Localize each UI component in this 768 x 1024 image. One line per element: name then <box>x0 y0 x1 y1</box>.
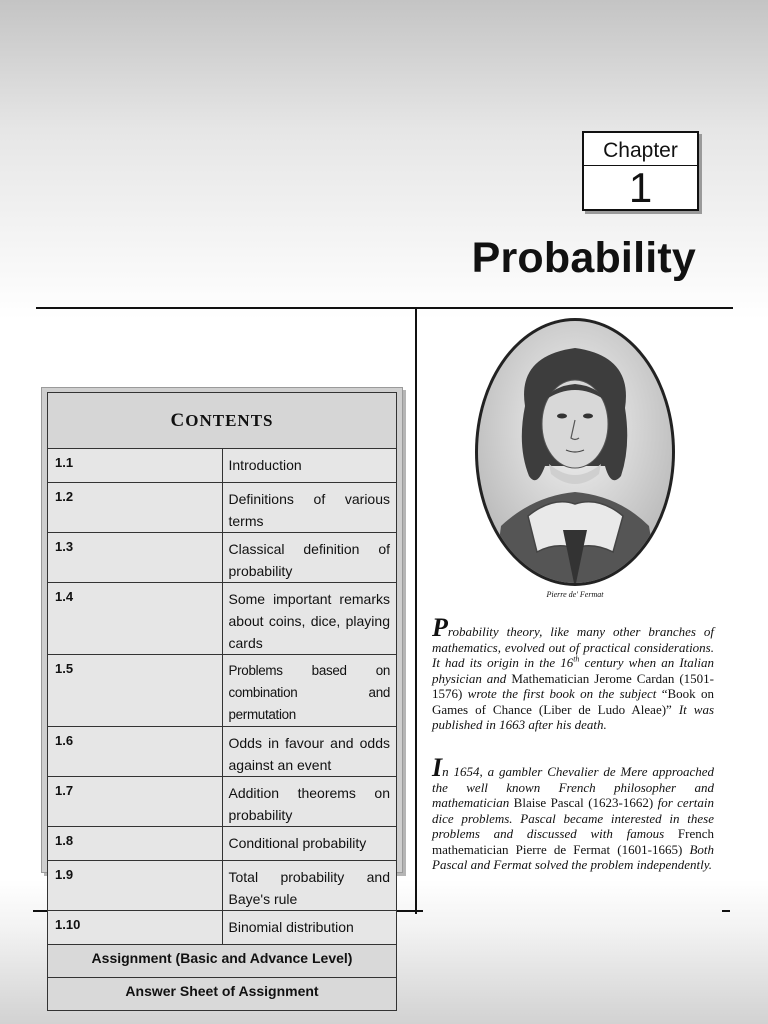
section-number: 1.2 <box>48 483 223 533</box>
paragraph-text: Mathematician Jerome Cardan <box>511 670 675 686</box>
paragraph-text: (1501-1576) <box>432 670 715 701</box>
drop-cap: I <box>432 753 443 782</box>
section-title: Conditional probability <box>222 827 397 861</box>
contents-row <box>48 655 397 727</box>
section-number: 1.5 <box>48 655 223 727</box>
column-divider <box>415 308 417 914</box>
section-title: Problems based on combination and permutation <box>222 655 397 727</box>
section-number: 1.4 <box>48 583 223 655</box>
chapter-label: Chapter <box>584 137 697 166</box>
paragraph-text: French mathematician Pierre de Fermat <box>432 826 714 857</box>
paragraph-text: wrote the first book on the subject <box>462 686 662 701</box>
contents-row <box>48 911 397 945</box>
section-number: 1.8 <box>48 827 223 861</box>
paragraph-text: century when an Italian physician and <box>432 655 714 686</box>
contents-heading-cap: C <box>170 409 186 431</box>
section-title: Total probability and Baye's rule <box>222 861 397 911</box>
contents-row <box>48 583 397 655</box>
contents-row <box>48 777 397 827</box>
history-paragraph-2 <box>432 753 714 873</box>
paragraph-text: Both Pascal and Fermat solved the problem independently. <box>432 841 714 872</box>
chapter-badge <box>582 131 699 211</box>
paragraph-text: (1601-1665) <box>617 841 683 857</box>
superscript: th <box>573 654 580 664</box>
contents-heading-rest: ONTENTS <box>185 410 274 430</box>
contents-footer-row <box>48 978 397 1011</box>
contents-header-row <box>48 393 397 449</box>
contents-table <box>47 392 397 1011</box>
contents-heading <box>48 393 397 449</box>
paragraph-text: It was published in 1663 after his death. <box>432 701 715 732</box>
paragraph-text: n 1654, a gambler Chevalier de Mere approached the well known French philosopher and mathematician <box>432 764 714 810</box>
contents-row <box>48 861 397 911</box>
contents-row <box>48 727 397 777</box>
chapter-number: 1 <box>628 164 653 211</box>
drop-cap: P <box>432 613 448 642</box>
contents-row <box>48 483 397 533</box>
page-title: Probability <box>471 234 696 282</box>
contents-row <box>48 827 397 861</box>
section-title: Odds in favour and odds against an event <box>222 727 397 777</box>
contents-row <box>48 449 397 483</box>
section-title: Addition theorems on probability <box>222 777 397 827</box>
section-number: 1.9 <box>48 861 223 911</box>
section-number: 1.3 <box>48 533 223 583</box>
bottom-right-tick <box>722 910 730 912</box>
contents-row <box>48 533 397 583</box>
answer-sheet-entry: Answer Sheet of Assignment <box>48 978 397 1011</box>
paragraph-text: “Book on Games of Chance (Liber de Ludo Aleae)” <box>432 686 714 717</box>
section-title: Classical definition of probability <box>222 533 397 583</box>
section-number: 1.7 <box>48 777 223 827</box>
assignment-entry: Assignment (Basic and Advance Level) <box>48 945 397 978</box>
section-number: 1.10 <box>48 911 223 945</box>
history-paragraph-1 <box>432 613 715 733</box>
top-rule <box>36 307 733 309</box>
paragraph-text: Blaise Pascal <box>513 795 584 810</box>
paragraph-text: robability theory, like many other branches of mathematics, evolved out of practical considerations. It had its origin in the 16 <box>432 624 714 670</box>
section-title: Some important remarks about coins, dice, playing cards <box>222 583 397 655</box>
section-title: Binomial distribution <box>222 911 397 945</box>
fermat-portrait <box>473 316 677 588</box>
contents-footer-row <box>48 945 397 978</box>
section-title: Definitions of various terms <box>222 483 397 533</box>
portrait-caption: Pierre de' Fermat <box>546 590 604 599</box>
paragraph-text: (1623-1662) <box>588 795 654 810</box>
section-title: Introduction <box>222 449 397 483</box>
section-number: 1.1 <box>48 449 223 483</box>
section-number: 1.6 <box>48 727 223 777</box>
paragraph-text: for certain dice problems. Pascal became interested in these problems and discussed with famous <box>432 795 714 841</box>
